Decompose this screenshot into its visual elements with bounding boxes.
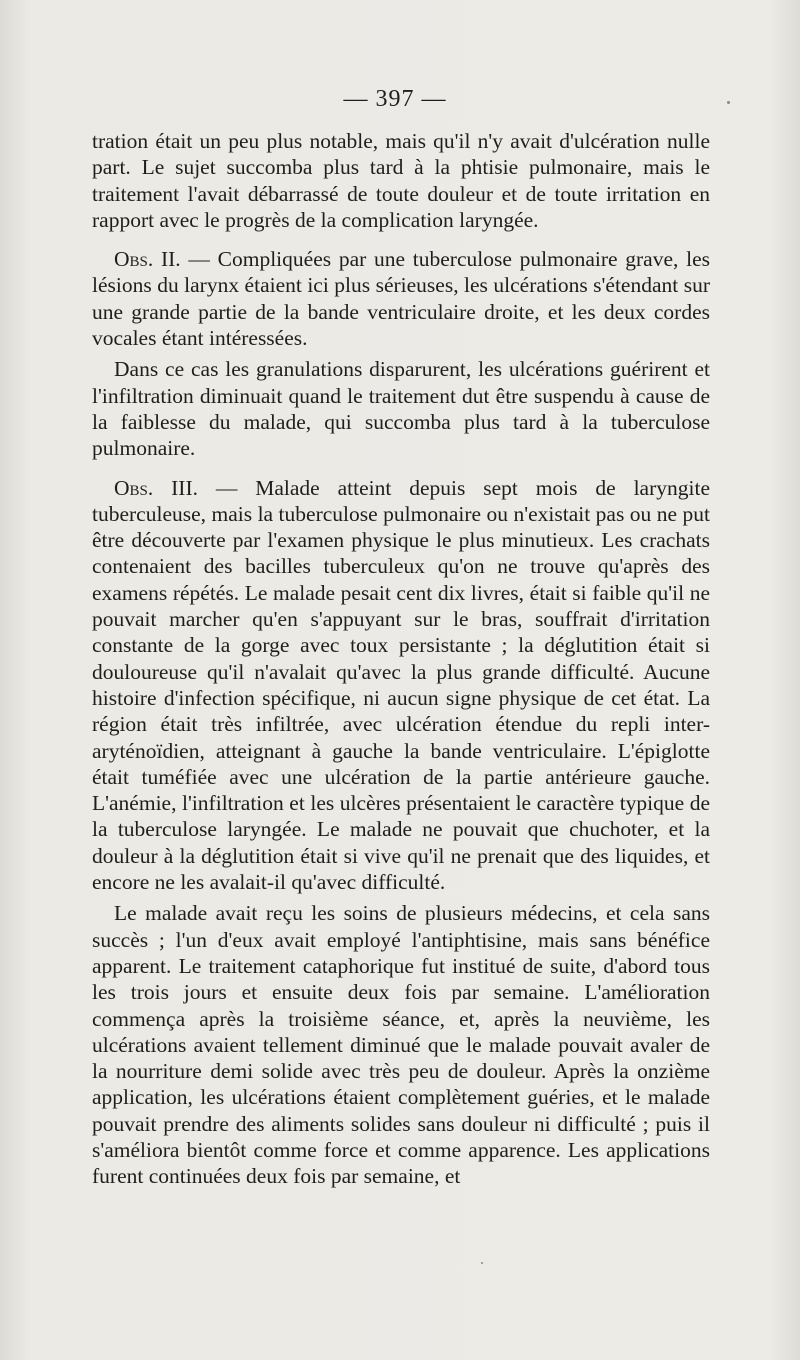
paragraph-continuation	[92, 128, 710, 233]
paper-speck	[727, 101, 730, 104]
paragraph-text: Dans ce cas les granulations disparurent, les ulcérations guérirent et l'infiltration diminuait quand le traitement dut être suspendu à cause de la faiblesse du malade, qui succomba plus tard à la tuberculose pulmonaire.	[92, 357, 710, 461]
observation-label: Obs. II.	[114, 247, 181, 272]
body-text	[92, 128, 710, 1190]
paragraph	[92, 900, 710, 1189]
paragraph-text: tration était un peu plus notable, mais qu'il n'y avait d'ulcération nulle part. Le sujet succomba plus tard à la phtisie pulmonaire, mais le traitement l'avait débarrassé de toute douleur et de toute irritation en rapport avec le progrès de la complication laryngée.	[92, 129, 710, 232]
paragraph-text: Le malade avait reçu les soins de plusieurs médecins, et cela sans succès ; l'un d'eux avait employé l'antiphtisine, mais sans bénéfice apparent. Le traitement cataphorique fut institué de suite, d'abord tous les trois jours et ensuite deux fois par semaine. L'amélioration commença après la troisième séance, et, après la neuvième, les ulcérations avaient tellement diminué que le malade pouvait avaler de la nourriture demi solide avec très peu de douleur. Après la onzième application, les ulcérations étaient complètement guéries, et le malade pouvait prendre des aliments solides sans douleur ni difficulté ; puis il s'améliora bientôt comme force et comme apparence. Les applications furent continuées deux fois par semaine, et	[92, 901, 710, 1189]
paragraph-text: — Compliquées par une tuberculose pulmonaire grave, les lésions du larynx étaient ici plus sérieuses, les ulcérations s'étendant sur une grande partie de la bande ventriculaire droite, et les deux cordes vocales étant intéressées.	[92, 247, 710, 351]
paragraph	[92, 356, 710, 461]
paper-speck	[481, 1262, 483, 1264]
observation-label: Obs. III.	[114, 475, 198, 500]
paragraph-obs-3	[92, 475, 710, 896]
paragraph-text: — Malade atteint depuis sept mois de laryngite tuberculeuse, mais la tuberculose pulmonaire ou n'existait pas ou ne put être découverte par l'examen physique le plus minutieux. Les crachats contenaient des bacilles tuberculeux qu'on ne trouve qu'après des examens répétés. Le malade pesait cent dix livres, était si faible qu'il ne pouvait marcher qu'en s'appuyant sur le bras, souffrait d'irritation constante de la gorge avec toux persistante ; la déglutition était si douloureuse qu'il n'avalait qu'avec la plus grande difficulté. Aucune histoire d'infection spécifique, ni aucun signe physique de cet état. La région était très infiltrée, avec ulcération étendue du repli inter-aryténoïdien, atteignant à gauche la bande ventriculaire. L'épiglotte était tuméfiée avec une ulcération de la partie antérieure gauche. L'anémie, l'infiltration et les ulcères présentaient le caractère typique de la tuberculose laryngée. Le malade ne pouvait que chuchoter, et la douleur à la déglutition était si vive qu'il ne prenait que des liquides, et encore ne les avalait-il qu'avec difficulté.	[92, 475, 710, 895]
page-number: — 397 —	[343, 86, 447, 112]
paragraph-obs-2	[92, 246, 710, 351]
